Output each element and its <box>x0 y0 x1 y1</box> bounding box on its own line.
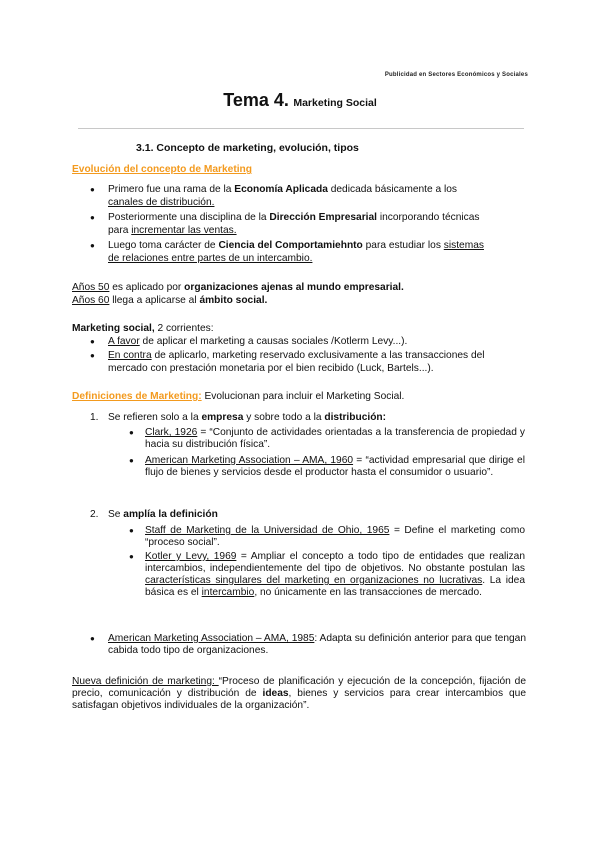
bullet-dot: ● <box>129 552 134 561</box>
bullet-dot: ● <box>90 351 95 360</box>
def-clark-1926: Clark, 1926 = “Conjunto de actividades orientadas a la transferencia de propiedad y hacia su distribución física”. <box>145 427 525 450</box>
course-header: Publicidad en Sectores Económicos y Sociales <box>384 72 528 78</box>
corriente-en-contra-cont: mercado con prestación monetaria por el bien recibido (Luck, Bartels...). <box>108 363 434 374</box>
corriente-en-contra: En contra de aplicarlo, marketing reservado exclusivamente a las transacciones del <box>108 350 485 361</box>
evolucion-item-3: Luego toma carácter de Ciencia del Comportamiehnto para estudiar los sistemas <box>108 240 484 251</box>
nueva-definicion: Nueva definición de marketing: “Proceso de planificación y ejecución de la concepción, fijación de precio, comunicación y distribución de ideas, bienes y servicios para crear intercambios que satisfagan objetivos individuales de la organización”. <box>72 676 526 711</box>
evolucion-item-1-link: canales de distribución. <box>108 197 215 208</box>
evolucion-item-2: Posteriormente una disciplina de la Dirección Empresarial incorporando técnicas <box>108 212 480 223</box>
definicion-2: Se amplía la definición <box>108 509 218 520</box>
evolucion-item-1: Primero fue una rama de la Economía Aplicada dedicada básicamente a los <box>108 184 458 195</box>
bullet-dot: ● <box>90 185 95 194</box>
title-number: Tema 4. <box>223 90 289 110</box>
definicion-1: Se refieren solo a la empresa y sobre todo a la distribución: <box>108 412 387 423</box>
corriente-a-favor: A favor de aplicar el marketing a causas sociales /Kotlerm Levy...). <box>108 336 408 347</box>
section-heading: 3.1. Concepto de marketing, evolución, tipos <box>136 142 359 154</box>
bullet-dot: ● <box>129 428 134 437</box>
title-name: Marketing Social <box>293 97 377 109</box>
anos-50-line: Años 50 es aplicado por organizaciones ajenas al mundo empresarial. <box>72 282 404 293</box>
list-number: 2. <box>90 509 99 520</box>
evolucion-heading: Evolución del concepto de Marketing <box>72 164 253 175</box>
def-ama-1985: American Marketing Association – AMA, 1985: Adapta su definición anterior para que tengan cabida todo tipo de organizaciones. <box>108 633 526 656</box>
bullet-dot: ● <box>129 526 134 535</box>
marketing-social-line: Marketing social, 2 corrientes: <box>72 323 214 334</box>
anos-60-line: Años 60 llega a aplicarse al ámbito social. <box>72 295 268 306</box>
def-kotler-levy-1969: Kotler y Levy, 1969 = Ampliar el concepto a todo tipo de entidades que realizan intercambios, independientemente del tipo de objetivos. No obstante postulan las características singulares del marketing en organizaciones no lucrativas. La idea básica es el intercambio, no únicamente en las transacciones de mercado. <box>145 551 525 598</box>
page-title <box>0 90 600 111</box>
bullet-dot: ● <box>90 337 95 346</box>
evolucion-item-2-cont: para incrementar las ventas. <box>108 225 237 236</box>
bullet-dot: ● <box>129 456 134 465</box>
bullet-dot: ● <box>90 241 95 250</box>
bullet-dot: ● <box>90 634 95 643</box>
list-number: 1. <box>90 412 99 423</box>
def-ohio-1965: Staff de Marketing de la Universidad de Ohio, 1965 = Define el marketing como “proceso social”. <box>145 525 526 548</box>
bullet-dot: ● <box>90 213 95 222</box>
title-divider <box>78 128 524 129</box>
evolucion-item-3-cont: de relaciones entre partes de un intercambio. <box>108 253 313 264</box>
def-ama-1960: American Marketing Association – AMA, 1960 = “actividad empresarial que dirige el flujo de bienes y servicios desde el productor hasta el consumidor o usuario”. <box>145 455 525 478</box>
definiciones-heading: Definiciones de Marketing: Evolucionan para incluir el Marketing Social. <box>72 391 405 402</box>
